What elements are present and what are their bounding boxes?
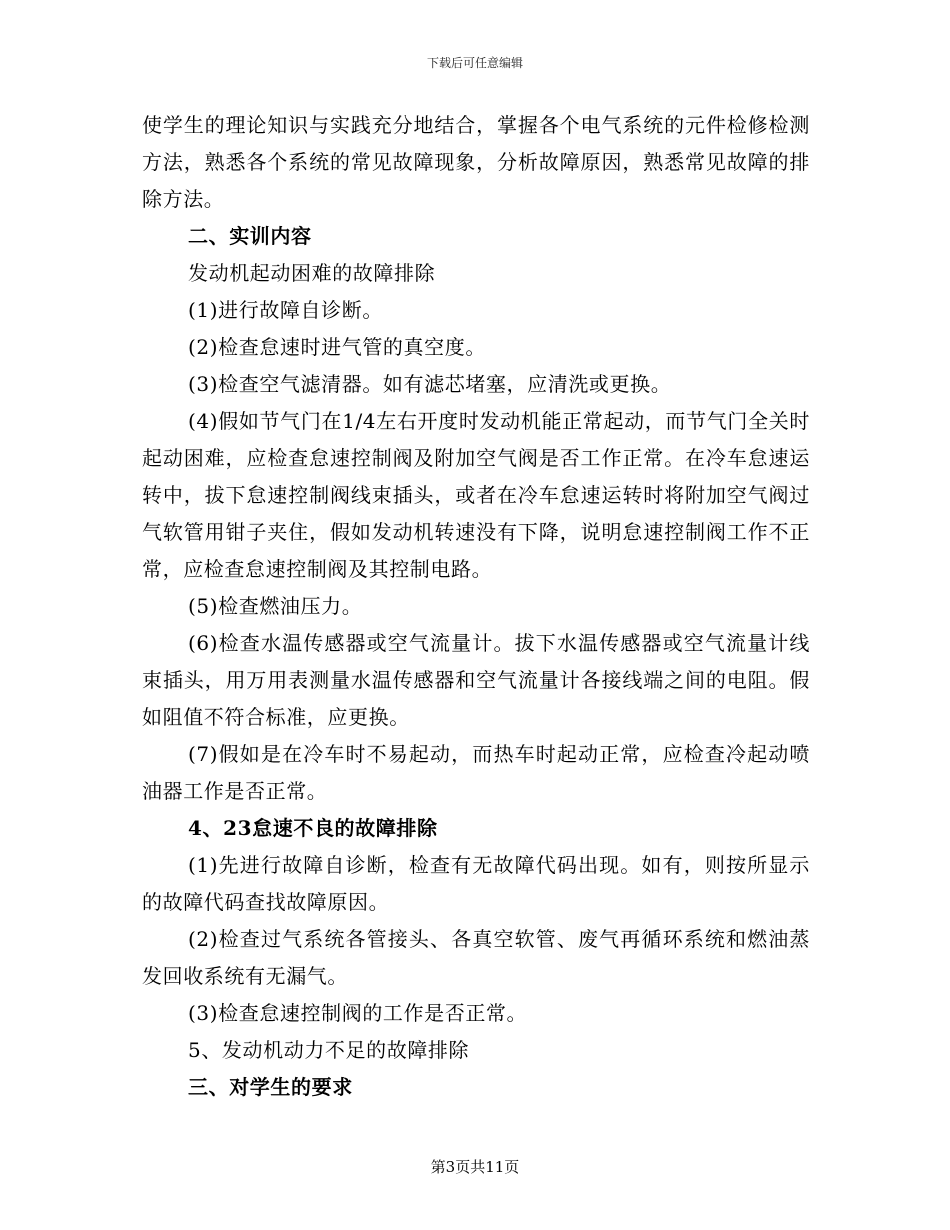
list-item-7: (7)假如是在冷车时不易起动，而热车时起动正常，应检查冷起动喷油器工作是否正常。 <box>142 742 810 803</box>
subheading-power-fault: 5、发动机动力不足的故障排除 <box>188 1038 470 1062</box>
subheading-start-difficulty: 发动机起动困难的故障排除 <box>188 261 436 285</box>
idle-item-2: (2)检查过气系统各管接头、各真空软管、废气再循环系统和燃油蒸发回收系统有无漏气。 <box>142 927 810 988</box>
list-item-4: (4)假如节气门在1/4左右开度时发动机能正常起动，而节气门全关时起动困难，应检查怠速控制阀及附加空气阀是否工作正常。在冷车怠速运转中，拔下怠速控制阀线束插头，或者在冷车怠速运转时将附加空气阀过气软管用钳子夹住，假如发动机转速没有下降，说明怠速控制阀工作不正常，应检查怠速控制阀及其控制电路。 <box>142 409 810 581</box>
page-number: 第3页共11页 <box>430 1158 520 1176</box>
idle-item-1: (1)先进行故障自诊断，检查有无故障代码出现。如有，则按所显示的故障代码查找故障原因。 <box>142 853 810 914</box>
download-note: 下载后可任意编辑 <box>426 56 523 70</box>
list-item-5: (5)检查燃油压力。 <box>188 594 363 618</box>
list-item-3: (3)检查空气滤清器。如有滤芯堵塞，应清洗或更换。 <box>188 372 672 396</box>
document-body <box>142 107 810 1106</box>
list-item-6: (6)检查水温传感器或空气流量计。拔下水温传感器或空气流量计线束插头，用万用表测量水温传感器和空气流量计各接线端之间的电阻。假如阻值不符合标准，应更换。 <box>142 631 810 729</box>
section-heading-idle-fault: 4、23怠速不良的故障排除 <box>188 816 438 840</box>
list-item-1: (1)进行故障自诊断。 <box>188 298 383 322</box>
paragraph-intro: 使学生的理论知识与实践充分地结合，掌握各个电气系统的元件检修检测方法，熟悉各个系统的常见故障现象，分析故障原因，熟悉常见故障的排除方法。 <box>142 113 810 211</box>
section-heading-student-requirements: 三、对学生的要求 <box>188 1075 353 1099</box>
section-heading-training-content: 二、实训内容 <box>188 224 312 248</box>
list-item-2: (2)检查怠速时进气管的真空度。 <box>188 335 486 359</box>
idle-item-3: (3)检查怠速控制阀的工作是否正常。 <box>188 1001 528 1025</box>
